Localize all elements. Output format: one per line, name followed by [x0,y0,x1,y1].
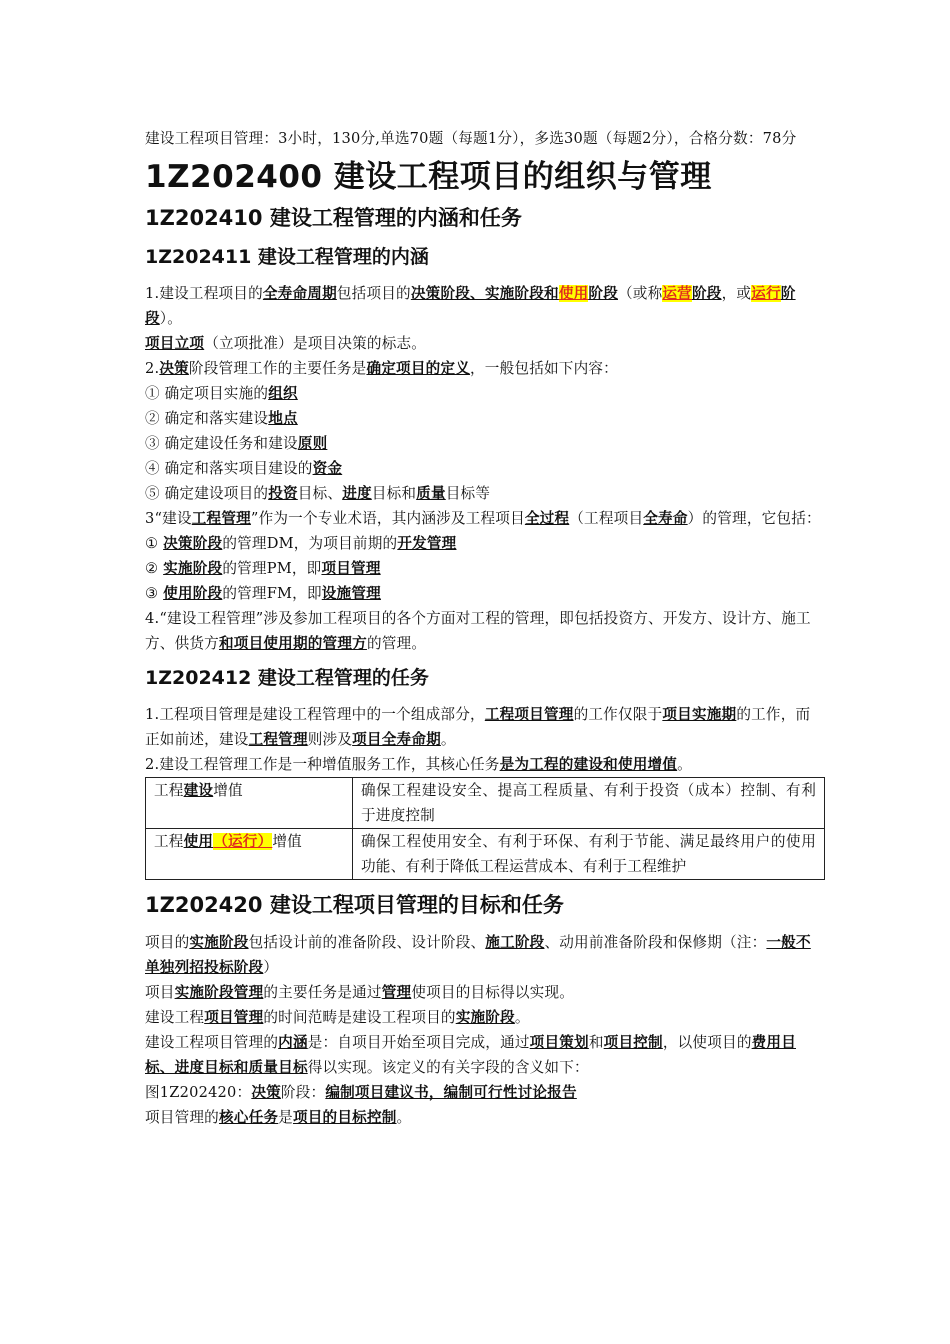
text: 。 [677,756,692,773]
list-item [145,481,825,506]
text: ，一般包括如下内容： [470,360,618,377]
emphasis: 使用阶段 [163,585,223,602]
highlight: （运行） [213,833,273,850]
emphasis: 全寿命 [643,510,688,527]
highlight: 使用 [558,285,589,302]
text: 的工作，而正如前述，建设 [145,706,811,748]
text: 的工作仅限于 [573,706,663,723]
text: 。 [440,731,456,748]
text: 阶段管理工作的主要任务是 [188,360,367,377]
text: 是 [278,1109,293,1126]
text: 工程 [154,782,184,799]
text: ”作为一个专业术语，其内涵涉及工程项目 [250,510,525,527]
emphasis: 设施管理 [321,585,381,602]
emphasis: 管理 [381,984,412,1001]
emphasis: 资金 [312,460,343,477]
emphasis: 决策阶段 [163,535,223,552]
emphasis: 项目管理 [321,560,381,577]
text: 的时间范畴是建设工程项目的 [263,1009,456,1026]
list-item [145,556,825,581]
emphasis: 编制项目建议书，编制可行性讨论报告 [325,1084,577,1101]
list-item [145,581,825,606]
emphasis: 内涵 [278,1034,308,1051]
emphasis: 阶段 [588,285,618,302]
emphasis: 建设 [183,782,214,799]
text: ）。 [159,310,183,327]
exam-info: 建设工程项目管理：3小时，130分,单选70题（每题1分），多选30题（每题2分），合格分数：78分 [145,130,797,147]
text: 建设工程项目管理的 [145,1034,279,1051]
text: ③ [145,585,164,602]
emphasis: 决策阶段、实施阶段和 [410,285,559,302]
table-cell: 确保工程建设安全、提高工程质量、有利于投资（成本）控制、有利于进度控制 [353,778,825,829]
emphasis: 进度 [342,485,372,502]
emphasis: 使用 [183,833,214,850]
text: 项目的 [145,934,190,951]
emphasis: 阶段 [691,285,722,302]
paragraph-value-added [145,752,825,777]
emphasis: 决策 [159,360,189,377]
text: 目标、 [297,485,343,502]
text: 的管理。 [366,635,427,652]
emphasis: 确定项目的定义 [366,360,471,377]
text: 3“建设 [145,510,192,527]
emphasis: 决策 [251,1084,281,1101]
text: 工程 [154,833,184,850]
list-item [145,531,825,556]
emphasis: 实施阶段管理 [174,984,264,1001]
paragraph-lifecycle [145,281,825,331]
text: 图1Z202420： [145,1084,252,1101]
text: 、动用前准备阶段和保修期（注： [544,934,767,951]
text: 目标等 [445,485,491,502]
list-item [145,381,825,406]
text: ① [145,535,164,552]
emphasis: 全过程 [524,510,570,527]
table-row [146,778,825,829]
paragraph-project-approval [145,331,825,356]
text: 。 [514,1009,530,1026]
emphasis: 组织 [268,385,298,402]
chapter-title: 1Z202400 建设工程项目的组织与管理 [145,159,712,195]
text: 项目管理的 [145,1109,219,1126]
text: 增值 [213,782,243,799]
text: 4.“建设工程管理”涉及参加工程项目的各个方面对工程的管理，即包括投资方、开发方、设计方、施工方、供货方 [145,610,811,652]
table-row [146,829,825,880]
emphasis: 工程管理 [248,731,308,748]
value-added-table [145,777,825,880]
text: 2.建设工程管理工作是一种增值服务工作，其核心任务 [145,756,500,773]
list-item [145,431,825,456]
emphasis: 质量 [416,485,446,502]
text: ② 确定和落实建设 [145,410,269,427]
paragraph-implementation-management [145,980,825,1005]
text: 包括设计前的准备阶段、设计阶段、 [248,934,486,951]
emphasis: 项目立项 [145,335,205,352]
emphasis: 和项目使用期的管理方 [218,635,367,652]
paragraph-participants [145,606,825,656]
emphasis: 项目策划 [529,1034,589,1051]
emphasis: 费用目标、进度目标和质量目标 [145,1034,796,1076]
paragraph-implementation-stage [145,930,825,980]
emphasis: 是为工程的建设和使用增值 [499,756,678,773]
emphasis: 实施阶段 [455,1009,515,1026]
text: 和 [588,1034,604,1051]
highlight: 运营 [662,285,692,302]
text: 1.建设工程项目的 [145,285,263,302]
list-item [145,406,825,431]
paragraph-project-management-scope [145,702,825,752]
text: ，以使项目的 [662,1034,752,1051]
paragraph-time-scope [145,1005,825,1030]
text: 是：自项目开始至项目完成，通过 [307,1034,530,1051]
text: （或称 [618,285,663,302]
text: 目标和 [371,485,417,502]
text: ⑤ 确定建设项目的 [145,485,269,502]
paragraph-core-task [145,1105,825,1130]
text: ④ 确定和落实项目建设的 [145,460,313,477]
emphasis: 核心任务 [218,1109,279,1126]
paragraph-figure-note [145,1080,825,1105]
text: 包括项目的 [336,285,411,302]
text: 的管理FM，即 [222,585,322,602]
table-cell [146,829,353,880]
emphasis: 施工阶段 [485,934,545,951]
text: ，或 [721,285,752,302]
emphasis: 全寿命周期 [262,285,337,302]
emphasis: 实施阶段 [189,934,249,951]
subsection-title-1z202411: 1Z202411 建设工程管理的内涵 [145,246,429,268]
emphasis: 实施阶段 [163,560,223,577]
text: 2. [145,360,160,377]
emphasis: 项目控制 [603,1034,663,1051]
text: ① 确定项目实施的 [145,385,269,402]
text: 则涉及 [307,731,353,748]
section-title-1z202410: 1Z202410 建设工程管理的内涵和任务 [145,206,522,230]
emphasis: 开发管理 [397,535,457,552]
text: ） [263,959,279,976]
emphasis: 项目实施期 [662,706,737,723]
paragraph-decision-stage [145,356,825,381]
text: 项目 [145,984,175,1001]
table-cell [146,778,353,829]
table-cell: 确保工程使用安全、有利于环保、有利于节能、满足最终用户的使用功能、有利于降低工程运营成本、有利于工程维护 [353,829,825,880]
text: 的管理DM，为项目前期的 [222,535,398,552]
emphasis: 一般不单独列招投标阶段 [145,934,811,976]
emphasis: 原则 [297,435,328,452]
text: ③ 确定建设任务和建设 [145,435,298,452]
text: 增值 [272,833,302,850]
text: （立项批准）是项目决策的标志。 [204,335,427,352]
text: 建设工程 [145,1009,205,1026]
text: 的管理PM，即 [222,560,322,577]
text: ② [145,560,164,577]
emphasis: 工程管理 [191,510,251,527]
text: 的主要任务是通过 [263,984,382,1001]
paragraph-engineering-management [145,506,825,531]
paragraph-connotation [145,1030,825,1080]
subsection-title-1z202412: 1Z202412 建设工程管理的任务 [145,667,429,689]
emphasis: 地点 [268,410,298,427]
list-item [145,456,825,481]
emphasis: 项目全寿命期 [352,731,441,748]
text: 使项目的目标得以实现。 [411,984,575,1001]
emphasis: 项目管理 [204,1009,264,1026]
text: ）的管理，它包括： [687,510,821,527]
document-body [145,126,825,1130]
section-title-1z202420: 1Z202420 建设工程项目管理的目标和任务 [145,893,564,917]
text: （工程项目 [569,510,644,527]
emphasis: 工程项目管理 [484,706,574,723]
emphasis: 阶段 [145,285,796,327]
text: 1.工程项目管理是建设工程管理中的一个组成部分， [145,706,485,723]
text: 。 [396,1109,412,1126]
text: 得以实现。该定义的有关字段的含义如下： [307,1059,589,1076]
highlight: 运行 [751,285,781,302]
emphasis: 投资 [268,485,298,502]
text: 阶段： [280,1084,326,1101]
emphasis: 项目的目标控制 [292,1109,397,1126]
